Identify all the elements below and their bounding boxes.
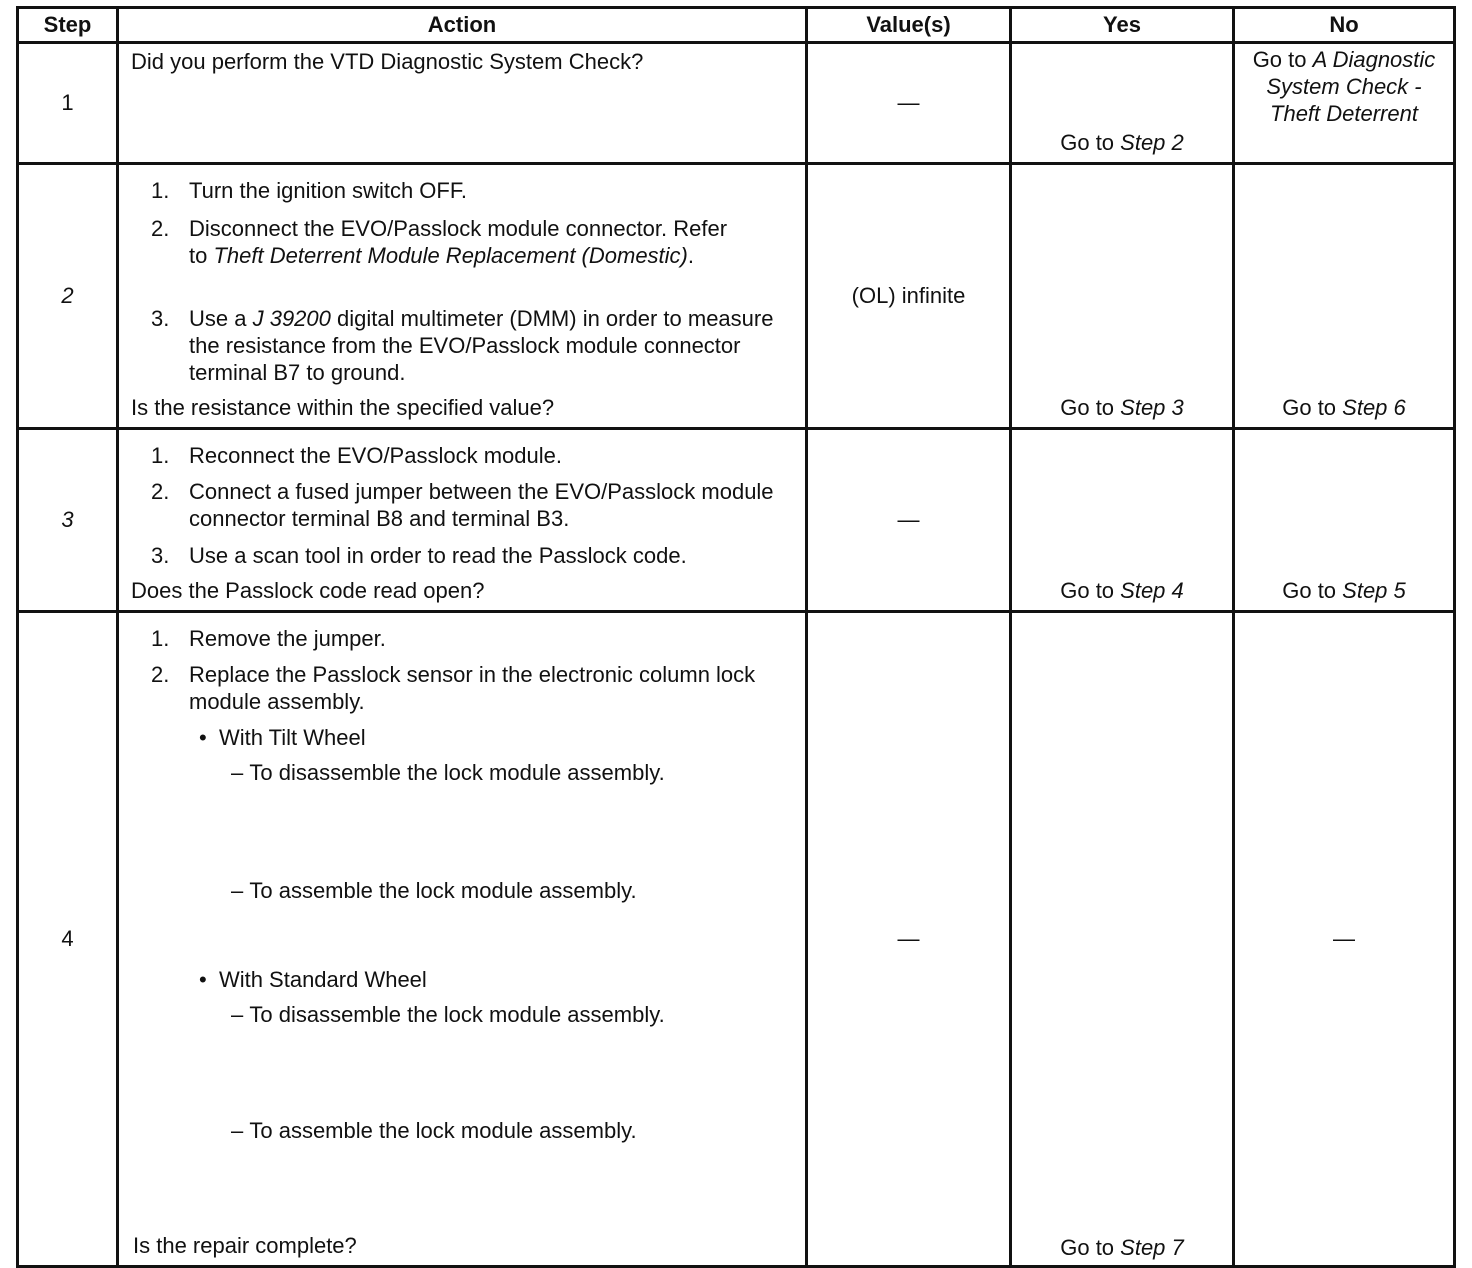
yes-goto[interactable]: Go to Step 4 xyxy=(1060,578,1184,603)
reference-link[interactable]: Theft Deterrent Module Replacement (Domestic) xyxy=(213,243,688,268)
step-number: 2 xyxy=(18,164,118,429)
sub-item: – To assemble the lock module assembly. xyxy=(231,1118,637,1143)
action-cell xyxy=(118,43,807,164)
yes-cell xyxy=(1011,429,1234,612)
header-values: Value(s) xyxy=(807,8,1011,43)
no-goto[interactable]: Go to Step 6 xyxy=(1282,395,1406,420)
yes-cell xyxy=(1011,164,1234,429)
step-number: 1 xyxy=(18,43,118,164)
header-yes: Yes xyxy=(1011,8,1234,43)
table-row-step-2 xyxy=(18,164,1455,429)
action-cell: 1. Turn the ignition switch OFF. 2. Disconnect the EVO/Passlock module connector. Refer to Theft Deterrent Module Replacement (Domestic). 3. Use a J 39200 digital multimeter (DMM) in order to measure the resistance from the EVO/Passlock module connector terminal B7 to ground. Is the resistance within the specified value? xyxy=(118,164,807,429)
header-no: No xyxy=(1234,8,1455,43)
value-cell: — xyxy=(807,429,1011,612)
no-goto[interactable]: Go to Step 5 xyxy=(1282,578,1406,603)
action-question: Does the Passlock code read open? xyxy=(131,578,485,603)
table-row-step-3 xyxy=(18,429,1455,612)
yes-cell xyxy=(1011,43,1234,164)
step-number: 4 xyxy=(18,612,118,1267)
table-row-step-4 xyxy=(18,612,1455,1267)
step-number: 3 xyxy=(18,429,118,612)
no-cell xyxy=(1234,43,1455,164)
sub-item: – To disassemble the lock module assembly. xyxy=(231,760,665,785)
table-row-step-1 xyxy=(18,43,1455,164)
value-cell: (OL) infinite xyxy=(807,164,1011,429)
yes-goto[interactable]: Go to Step 2 xyxy=(1060,130,1184,155)
no-cell xyxy=(1234,164,1455,429)
action-question: Is the resistance within the specified value? xyxy=(131,395,555,420)
sub-item: – To disassemble the lock module assembly. xyxy=(231,1002,665,1027)
value-cell: — xyxy=(807,612,1011,1267)
action-cell: 1. Reconnect the EVO/Passlock module. 2. Connect a fused jumper between the EVO/Passlock module connector terminal B8 and terminal B3. 3. Use a scan tool in order to read the Passlock code. Does the Passlock code read open? xyxy=(118,429,807,612)
action-question: Is the repair complete? xyxy=(133,1233,357,1258)
value-cell: — xyxy=(807,43,1011,164)
tool-reference: J 39200 xyxy=(252,306,331,331)
bullet-item: • With Tilt Wheel xyxy=(199,725,366,750)
yes-goto[interactable]: Go to Step 3 xyxy=(1060,395,1184,420)
header-row xyxy=(18,8,1455,43)
header-action: Action xyxy=(118,8,807,43)
action-question: Did you perform the VTD Diagnostic System Check? xyxy=(131,49,644,74)
bullet-item: • With Standard Wheel xyxy=(199,967,427,992)
diagnostic-table xyxy=(16,6,1456,1268)
header-step: Step xyxy=(18,8,118,43)
yes-cell xyxy=(1011,612,1234,1267)
no-cell: — xyxy=(1234,612,1455,1267)
sub-item: – To assemble the lock module assembly. xyxy=(231,878,637,903)
no-goto[interactable]: Go to A Diagnostic System Check - Theft Deterrent xyxy=(1252,47,1436,126)
yes-goto[interactable]: Go to Step 7 xyxy=(1060,1235,1184,1260)
action-cell: 1. Remove the jumper. 2. Replace the Passlock sensor in the electronic column lock module assembly. • With Tilt Wheel – To disassemble the lock module assembly. – To assemble the lock module assembly. • With Standard Wheel – To disassemble the lock module assembly. – To assemble the lock module assembly. Is the repair complete? xyxy=(118,612,807,1267)
no-cell xyxy=(1234,429,1455,612)
